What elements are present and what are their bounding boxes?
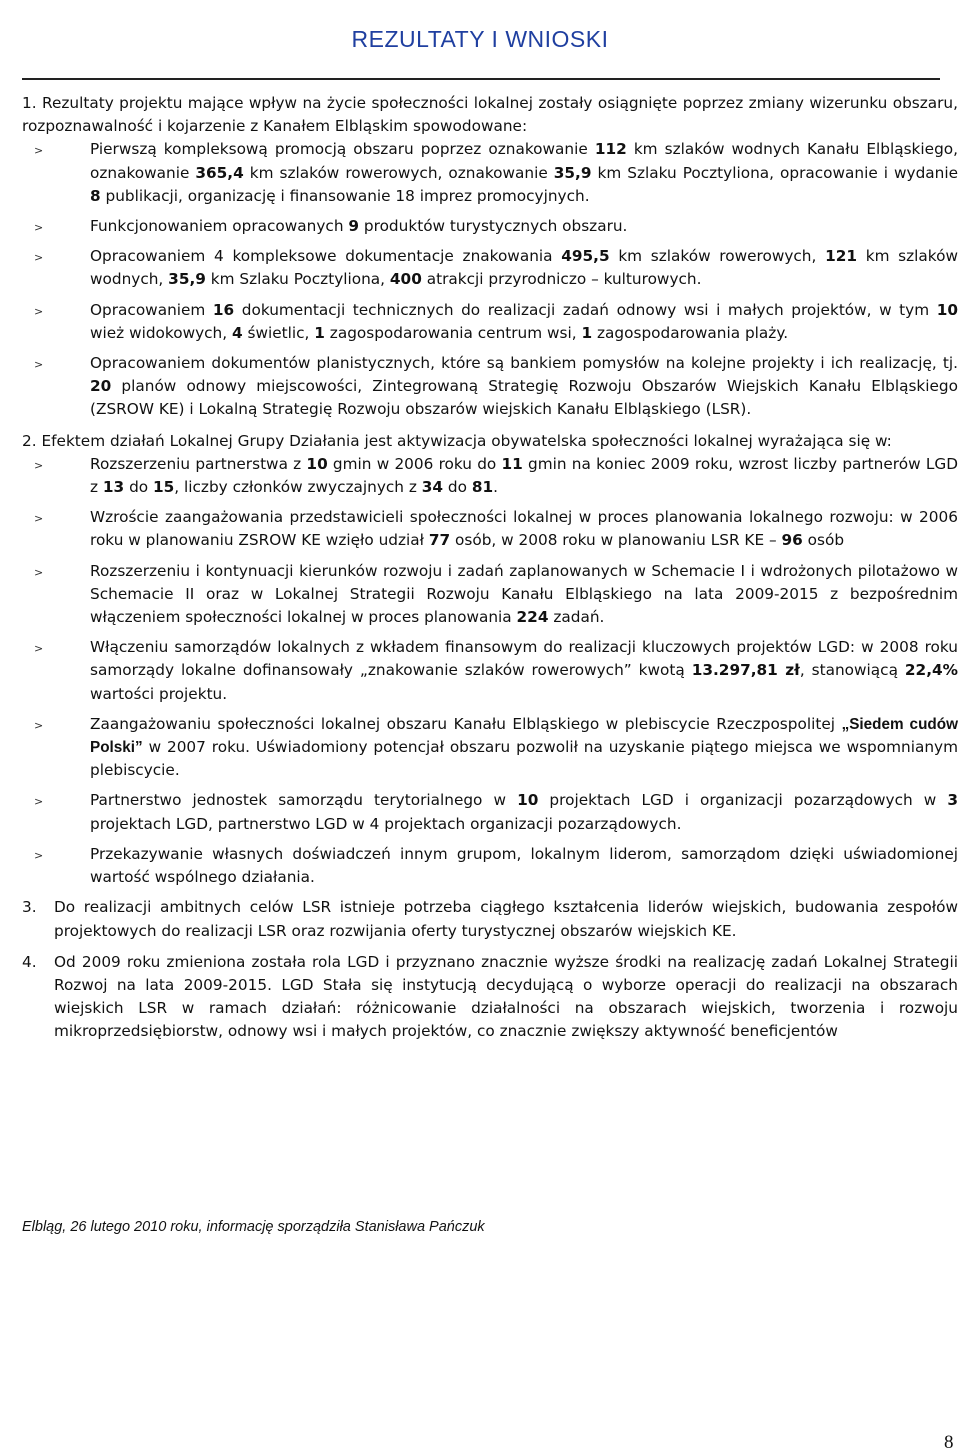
list-item: > Przekazywanie własnych doświadczeń innym grupom, lokalnym liderom, samorządom dzięki uświadomionej wartość wspólnego działania. [34, 844, 958, 887]
bullet-marker: > [34, 458, 44, 472]
bullet-marker: > [34, 144, 44, 158]
page-title: REZULTATY I WNIOSKI [351, 26, 609, 52]
bullet-marker: > [34, 512, 44, 526]
list-item: > Funkcjonowaniem opracowanych 9 produktów turystycznych obszaru. [22, 215, 958, 238]
list-item: > Partnerstwo jednostek samorządu terytorialnego w 10 projektach LGD i organizacji pozarządowych w 3 projektach LGD, partnerstwo LGD w 4 projektach organizacji pozarządowych. [34, 791, 958, 833]
section-number: 4. [22, 952, 37, 971]
section-text: Rezultaty projektu mające wpływ na życie społeczności lokalnej zostały osiągnięte poprzez zmiany wizerunku obszaru, rozpoznawalność i kojarzenie z Kanałem Elbląskim spowodowane: [22, 94, 958, 136]
bullet-marker: > [34, 304, 44, 318]
list-item: > Zaangażowaniu społeczności lokalnej obszaru Kanału Elbląskiego w plebiscycie Rzeczpospolitej „Siedem cudów Polski” w 2007 roku. Uświadomiony potencjał obszaru pozwolił na uzyskanie piątego miejsca we wspomnianym plebiscycie. [34, 714, 958, 780]
bullet-marker: > [34, 848, 44, 862]
section-3 [22, 896, 958, 942]
section-4 [22, 951, 958, 1044]
page-number: 8 [944, 1432, 954, 1453]
list-item: > Opracowaniem 16 dokumentacji technicznych do realizacji zadań odnowy wsi i małych projektów, w tym 10 wież widokowych, 4 świetlic, 1 zagospodarowania centrum wsi, 1 zagospodarowania plaży. [34, 300, 958, 342]
section-1-list [22, 138, 958, 421]
bullet-marker: > [34, 221, 44, 235]
document-body [22, 92, 958, 1044]
footer-note: Elbląg, 26 lutego 2010 roku, informację sporządziła Stanisława Pańczuk [22, 1219, 485, 1235]
bullet-marker: > [34, 251, 44, 265]
bullet-marker: > [34, 718, 44, 732]
bullet-marker: > [34, 358, 44, 372]
section-2-list [22, 453, 958, 889]
section-1 [22, 92, 958, 422]
section-text: Efektem działań Lokalnej Grupy Działania jest aktywizacja obywatelska społeczności lokalnej wyrażająca się w: [41, 431, 892, 450]
list-item: > Rozszerzeniu i kontynuacji kierunków rozwoju i zadań zaplanowanych w Schemacie I i wdrożonych pilotażowo w Schemacie II oraz w Lokalnej Strategii Rozwoju Kanału Elbląskiego na lata 2009-2015 z bezpośrednim włączeniem społeczności lokalnej w proces planowania 224 zadań. [34, 561, 958, 627]
list-item: > Opracowaniem 4 kompleksowe dokumentacje znakowania 495,5 km szlaków rowerowych, 121 km szlaków wodnych, 35,9 km Szlaku Pocztyliona, 400 atrakcji przyrodniczo – kulturowych. [34, 247, 958, 289]
list-item: > Opracowaniem dokumentów planistycznych, które są bankiem pomysłów na kolejne projekty i ich realizację, tj. 20 planów odnowy miejscowości, Zintegrowaną Strategię Rozwoju Obszarów Wiejskich Kanału Elbląskiego (ZSROW KE) i Lokalną Strategię Rozwoju obszarów wiejskich Kanału Elbląskiego (LSR). [34, 354, 958, 419]
bullet-marker: > [34, 565, 44, 579]
list-item: > Włączeniu samorządów lokalnych z wkładem finansowym do realizacji kluczowych projektów LGD: w 2008 roku samorządy lokalne dofinansowały „znakowanie szlaków rowerowych” kwotą 13.297,81 zł, stanowiącą 22,4% wartości projektu. [34, 638, 958, 703]
bullet-marker: > [34, 795, 44, 809]
section-number: 1. [22, 94, 37, 112]
title-divider [22, 78, 940, 80]
list-item: > Rozszerzeniu partnerstwa z 10 gmin w 2006 roku do 11 gmin na koniec 2009 roku, wzrost liczby partnerów LGD z 13 do 15, liczby członków zwyczajnych z 34 do 81. [34, 454, 958, 497]
list-item: > Pierwszą kompleksową promocją obszaru poprzez oznakowanie 112 km szlaków wodnych Kanału Elbląskiego, oznakowanie 365,4 km szlaków rowerowych, oznakowanie 35,9 km Szlaku Pocztyliona, opracowanie i wydanie 8 publikacji, organizację i finansowanie 18 imprez promocyjnych. [34, 140, 959, 205]
section-number: 2. [22, 431, 37, 450]
section-text: Do realizacji ambitnych celów LSR istnieje potrzeba ciągłego kształcenia liderów wiejskich, budowania zespołów projektowych do realizacji LSR oraz rozwijania oferty turystycznej obszarów wiejskich KE. [54, 898, 958, 940]
list-item: > Wzroście zaangażowania przedstawicieli społeczności lokalnej w proces planowania lokalnego rozwoju: w 2006 roku w planowaniu ZSROW KE wzięło udział 77 osób, w 2008 roku w planowaniu LSR KE – 96 osób [34, 508, 958, 550]
section-text: Od 2009 roku zmieniona została rola LGD i przyznano znacznie wyższe środki na realizację zadań Lokalnej Strategii Rozwoj na lata 2009-2015. LGD Stała się instytucją decydującą o wyborze operacji do realizacji na obszarach wiejskich LSR w ramach działań: różnicowanie działalności na obszarach wiejskich, tworzenia i rozwoju mikroprzedsiębiorstw, odnowy wsi i małych projektów, co znacznie zwiększy aktywność beneficjentów [54, 952, 958, 1041]
section-number: 3. [22, 898, 37, 917]
bullet-marker: > [34, 642, 44, 656]
section-2 [22, 430, 958, 890]
